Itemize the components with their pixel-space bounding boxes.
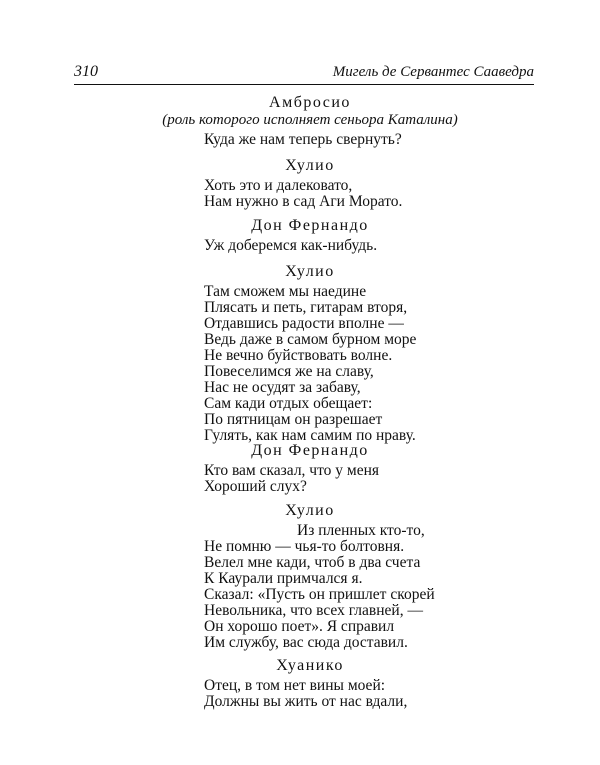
- page-number: 310: [74, 63, 98, 80]
- verse-line: Отдавшись радости вполне —: [204, 315, 404, 332]
- stage-direction: (роль которого исполняет сеньора Каталина): [162, 112, 458, 128]
- speaker-name: Амбросио: [269, 94, 351, 111]
- speaker-name: Дон Фернандо: [251, 217, 369, 234]
- speaker-name: Хуанико: [276, 657, 344, 674]
- page-header: [74, 62, 534, 86]
- speaker-name: Хулио: [285, 502, 335, 519]
- verse-line: Уж доберемся как-нибудь.: [204, 237, 378, 254]
- verse-line: Кто вам сказал, что у меня: [204, 462, 380, 479]
- verse-line: Нам нужно в сад Аги Морато.: [204, 193, 403, 210]
- speaker-name: Хулио: [285, 157, 335, 174]
- verse-line: Хоть это и далековато,: [204, 177, 353, 194]
- speaker-name: Хулио: [285, 263, 335, 280]
- verse-line: Плясать и петь, гитарам вторя,: [204, 299, 408, 316]
- header-rule: [74, 84, 534, 85]
- verse-line: К Каурали примчался я.: [204, 570, 363, 587]
- verse-line: Не вечно буйствовать волне.: [204, 347, 393, 364]
- verse-line: Куда же нам теперь свернуть?: [204, 131, 402, 148]
- verse-line: Не помню — чья-то болтовня.: [204, 538, 405, 555]
- speaker-name: Дон Фернандо: [251, 442, 369, 459]
- verse-line: Велел мне кади, чтоб в два счета: [204, 554, 421, 571]
- verse-line: Хороший слух?: [204, 478, 307, 495]
- verse-line: Гулять, как нам самим по нраву.: [204, 427, 416, 444]
- verse-line: Ведь даже в самом бурном море: [204, 331, 417, 348]
- verse-line: Отец, в том нет вины моей:: [204, 677, 386, 694]
- verse-line: Повеселимся же на славу,: [204, 363, 374, 380]
- verse-line: Должны вы жить от нас вдали,: [204, 693, 408, 710]
- verse-line: Из пленных кто-то,: [297, 522, 425, 539]
- verse-line: Невольника, что всех главней, —: [204, 602, 423, 619]
- verse-line: Он хорошо поет». Я справил: [204, 618, 395, 635]
- verse-line: Сам кади отдых обещает:: [204, 395, 373, 412]
- verse-line: Сказал: «Пусть он пришлет скорей: [204, 586, 435, 603]
- verse-line: Там сможем мы наедине: [204, 283, 367, 300]
- running-head: Мигель де Сервантес Сааведра: [332, 64, 534, 80]
- verse-line: Им службу, вас сюда доставил.: [204, 634, 408, 651]
- verse-line: Нас не осудят за забаву,: [204, 379, 361, 396]
- verse-line: По пятницам он разрешает: [204, 411, 383, 428]
